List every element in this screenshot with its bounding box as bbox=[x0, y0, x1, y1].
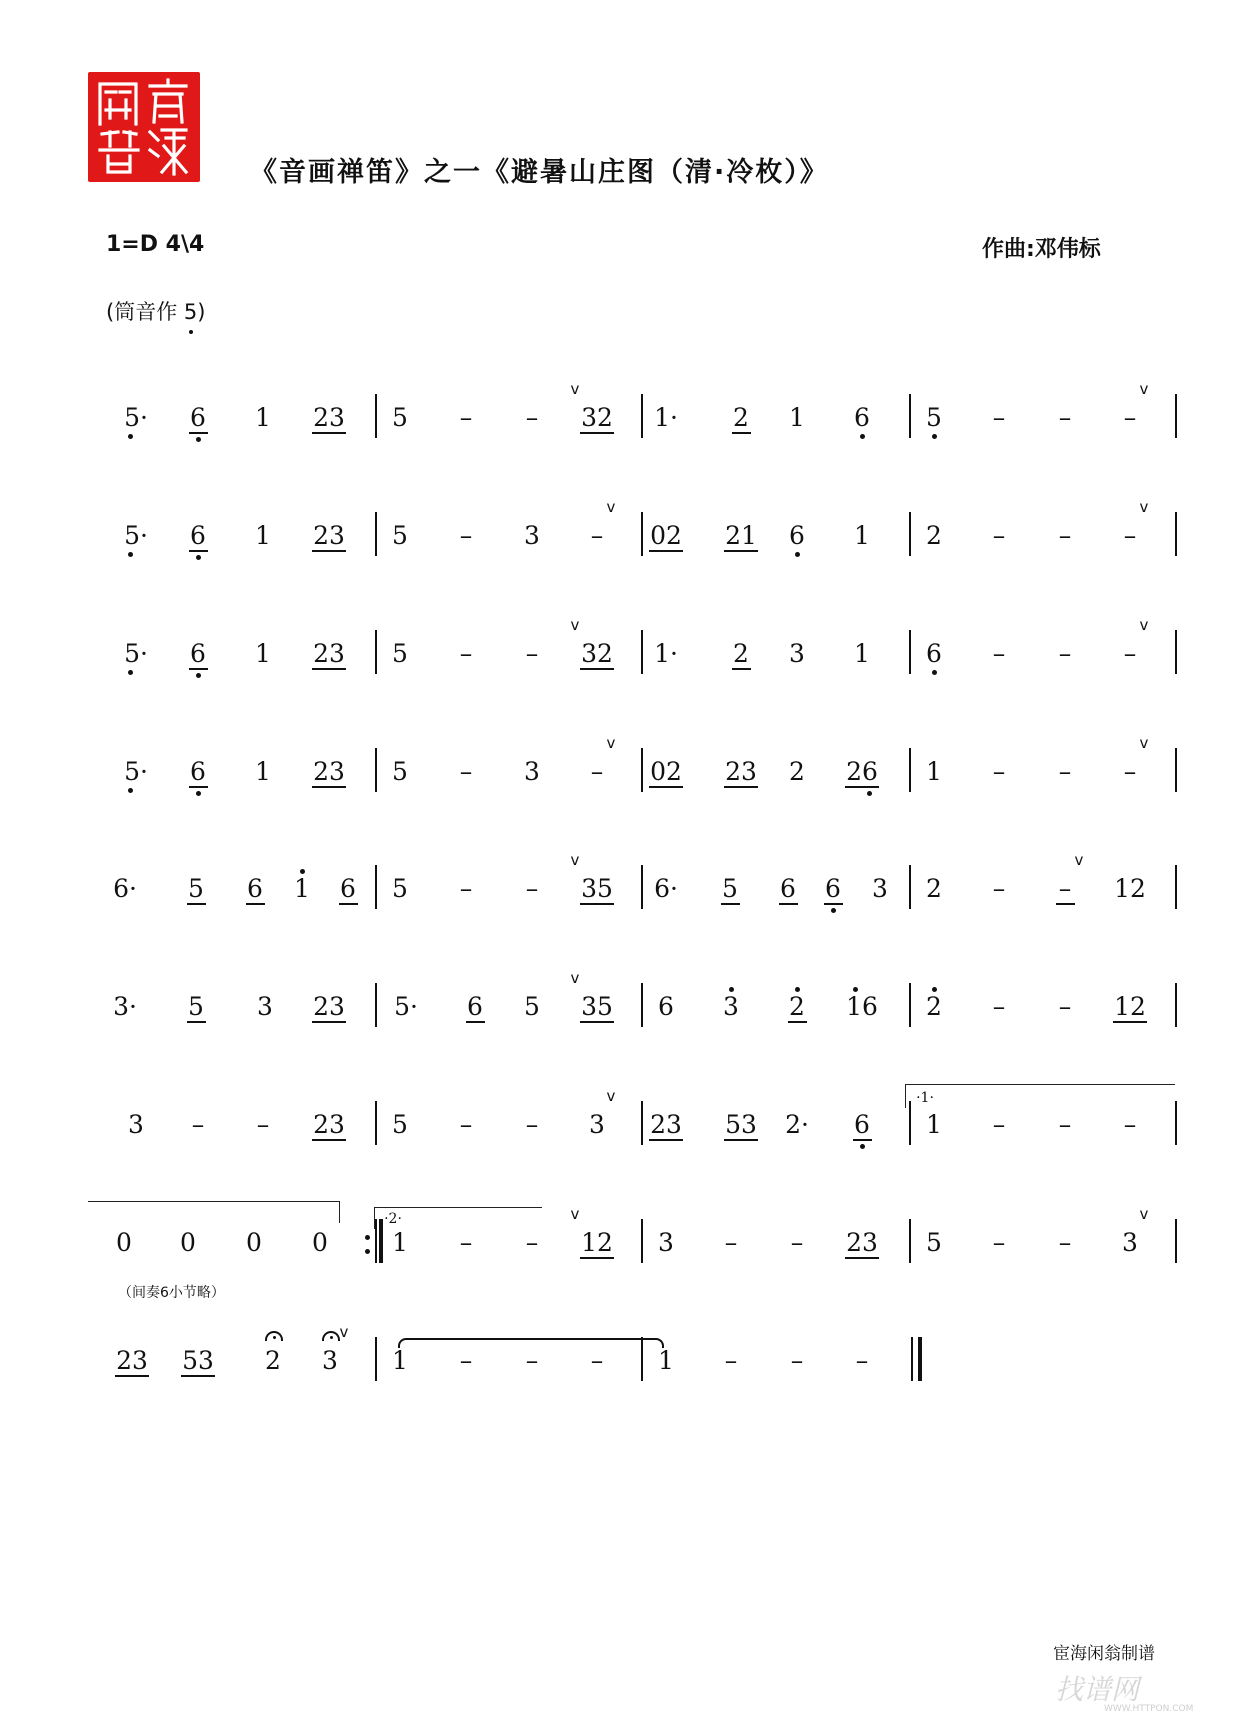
note-symbol: 3 bbox=[257, 992, 273, 1021]
bar-line bbox=[909, 748, 911, 792]
dash-symbol: – bbox=[525, 1110, 539, 1139]
note-symbol: 6· bbox=[113, 874, 137, 903]
dash-symbol: – bbox=[1058, 1228, 1072, 1257]
note-symbol: 1· bbox=[654, 639, 678, 668]
note-symbol: 53 bbox=[725, 1110, 757, 1139]
bar-line bbox=[909, 1101, 911, 1145]
beam-underline bbox=[466, 1021, 485, 1023]
note-symbol: 2 bbox=[926, 874, 942, 903]
note-symbol: 23 bbox=[313, 521, 345, 550]
note-symbol: 5· bbox=[124, 403, 148, 432]
high-octave-dot bbox=[853, 987, 858, 992]
note-symbol: 6 bbox=[190, 757, 206, 786]
beam-underline bbox=[788, 1021, 807, 1023]
note-symbol: 5 bbox=[188, 874, 204, 903]
dash-symbol: – bbox=[459, 403, 473, 432]
beam-underline bbox=[181, 1375, 215, 1377]
note-symbol: 21 bbox=[725, 521, 757, 550]
fingering-note-digit: 5 bbox=[183, 300, 198, 324]
note-symbol: 23 bbox=[313, 757, 345, 786]
dash-symbol: – bbox=[1058, 874, 1072, 903]
beam-underline bbox=[312, 432, 346, 434]
bar-line bbox=[375, 394, 377, 438]
note-symbol: 1 bbox=[255, 639, 271, 668]
note-symbol: 6 bbox=[780, 874, 796, 903]
note-symbol: 2 bbox=[733, 639, 749, 668]
bar-line bbox=[641, 1219, 643, 1263]
breath-mark: v bbox=[339, 1323, 349, 1341]
watermark-url: WWW.HTTPON.COM bbox=[1104, 1704, 1194, 1714]
dash-symbol: – bbox=[1058, 1110, 1072, 1139]
bar-line bbox=[909, 630, 911, 674]
volta1-bracket-left bbox=[905, 1084, 906, 1108]
bar-line bbox=[909, 1219, 911, 1263]
dash-symbol: – bbox=[1058, 757, 1072, 786]
page-title: 《音画禅笛》之一《避暑山庄图（清·冷枚）》 bbox=[250, 157, 829, 188]
note-symbol: 6 bbox=[825, 874, 841, 903]
note-symbol: 5 bbox=[188, 992, 204, 1021]
dash-symbol: – bbox=[1058, 403, 1072, 432]
bar-line bbox=[641, 748, 643, 792]
bar-line bbox=[641, 394, 643, 438]
note-symbol: 6 bbox=[926, 639, 942, 668]
volta1-bracket-end bbox=[339, 1201, 340, 1223]
note-symbol: 12 bbox=[581, 1228, 613, 1257]
watermark-logo: 找谱网 bbox=[1055, 1673, 1140, 1706]
beam-underline bbox=[649, 786, 683, 788]
note-symbol: 02 bbox=[650, 757, 682, 786]
note-symbol: 6· bbox=[654, 874, 678, 903]
dash-symbol: – bbox=[1123, 1110, 1137, 1139]
repeat-bar-thick bbox=[379, 1219, 383, 1263]
note-symbol: 1 bbox=[392, 1228, 408, 1257]
note-symbol: 23 bbox=[313, 1110, 345, 1139]
low-octave-dot bbox=[128, 788, 133, 793]
dash-symbol: – bbox=[1123, 521, 1137, 550]
dash-symbol: – bbox=[459, 1110, 473, 1139]
breath-mark: v bbox=[606, 498, 616, 516]
note-symbol: 35 bbox=[581, 992, 613, 1021]
note-symbol: 23 bbox=[313, 639, 345, 668]
beam-underline bbox=[580, 1021, 614, 1023]
bar-line bbox=[909, 865, 911, 909]
beam-underline bbox=[189, 668, 208, 670]
note-symbol: 23 bbox=[313, 992, 345, 1021]
low-octave-dot bbox=[196, 437, 201, 442]
breath-mark: v bbox=[570, 616, 580, 634]
note-symbol: 5· bbox=[124, 521, 148, 550]
bar-line bbox=[1175, 748, 1177, 792]
breath-mark: v bbox=[1139, 616, 1149, 634]
note-symbol: 6 bbox=[190, 403, 206, 432]
note-symbol: 2 bbox=[265, 1346, 281, 1375]
bar-line bbox=[909, 983, 911, 1027]
low-octave-dot bbox=[795, 552, 800, 557]
high-octave-dot bbox=[729, 987, 734, 992]
dash-symbol: – bbox=[459, 639, 473, 668]
beam-underline bbox=[312, 1021, 346, 1023]
note-symbol: 5· bbox=[394, 992, 418, 1021]
dash-symbol: – bbox=[855, 1346, 869, 1375]
note-symbol: 6 bbox=[340, 874, 356, 903]
low-octave-dot bbox=[860, 1144, 865, 1149]
bar-line bbox=[375, 865, 377, 909]
bar-line bbox=[1175, 1101, 1177, 1145]
breath-mark: v bbox=[606, 734, 616, 752]
beam-underline bbox=[312, 550, 346, 552]
fingering-note-after: ) bbox=[197, 300, 206, 324]
low-octave-dot bbox=[831, 908, 836, 913]
dash-symbol: – bbox=[1123, 403, 1137, 432]
dash-symbol: – bbox=[724, 1346, 738, 1375]
bar-line bbox=[641, 1101, 643, 1145]
dash-symbol: – bbox=[1058, 639, 1072, 668]
volta1-label: ·1· bbox=[916, 1090, 934, 1106]
note-symbol: 0 bbox=[312, 1228, 328, 1257]
beam-underline bbox=[187, 903, 206, 905]
note-symbol: 5 bbox=[392, 874, 408, 903]
beam-underline bbox=[246, 903, 265, 905]
low-octave-dot bbox=[128, 552, 133, 557]
beam-underline bbox=[580, 668, 614, 670]
dash-symbol: – bbox=[191, 1110, 205, 1139]
note-symbol: 3 bbox=[658, 1228, 674, 1257]
beam-underline bbox=[779, 903, 798, 905]
note-symbol: 1 bbox=[255, 757, 271, 786]
fermata-mark bbox=[265, 1331, 283, 1341]
note-symbol: 5 bbox=[392, 757, 408, 786]
note-symbol: 2 bbox=[926, 521, 942, 550]
breath-mark: v bbox=[1139, 498, 1149, 516]
note-symbol: 26 bbox=[846, 757, 878, 786]
note-symbol: 2· bbox=[785, 1110, 809, 1139]
breath-mark: v bbox=[570, 380, 580, 398]
beam-underline bbox=[649, 550, 683, 552]
dash-symbol: – bbox=[590, 757, 604, 786]
beam-underline bbox=[845, 786, 879, 788]
dash-symbol: – bbox=[459, 874, 473, 903]
beam-underline bbox=[724, 550, 758, 552]
beam-underline bbox=[580, 432, 614, 434]
high-octave-dot bbox=[300, 869, 305, 874]
note-symbol: 3 bbox=[524, 521, 540, 550]
beam-underline bbox=[732, 432, 751, 434]
low-octave-dot bbox=[196, 555, 201, 560]
note-symbol: 1 bbox=[854, 639, 870, 668]
note-symbol: 12 bbox=[1114, 874, 1146, 903]
dash-symbol: – bbox=[1058, 992, 1072, 1021]
high-octave-dot bbox=[795, 987, 800, 992]
repeat-dot bbox=[365, 1249, 370, 1254]
beam-underline bbox=[732, 668, 751, 670]
note-symbol: 5· bbox=[124, 757, 148, 786]
bar-line bbox=[1175, 983, 1177, 1027]
beam-underline bbox=[1056, 903, 1075, 905]
note-symbol: 12 bbox=[1114, 992, 1146, 1021]
beam-underline bbox=[339, 903, 358, 905]
dash-symbol: – bbox=[459, 1228, 473, 1257]
bar-line bbox=[1175, 1219, 1177, 1263]
note-symbol: 2 bbox=[789, 757, 805, 786]
note-symbol: 5 bbox=[926, 1228, 942, 1257]
note-symbol: 5 bbox=[392, 1110, 408, 1139]
bar-line bbox=[641, 512, 643, 556]
breath-mark: v bbox=[1139, 734, 1149, 752]
bar-line bbox=[375, 1101, 377, 1145]
dash-symbol: – bbox=[724, 1228, 738, 1257]
dash-symbol: – bbox=[790, 1346, 804, 1375]
note-symbol: 2 bbox=[926, 992, 942, 1021]
volta2-label: ·2· bbox=[384, 1211, 402, 1227]
dash-symbol: – bbox=[256, 1110, 270, 1139]
beam-underline bbox=[312, 1139, 346, 1141]
beam-underline bbox=[312, 786, 346, 788]
note-symbol: 1 bbox=[658, 1346, 674, 1375]
beam-underline bbox=[189, 550, 208, 552]
transcriber-credit: 宦海闲翁制谱 bbox=[1053, 1644, 1155, 1664]
bar-line bbox=[375, 1219, 377, 1263]
note-symbol: 3 bbox=[524, 757, 540, 786]
dash-symbol: – bbox=[992, 874, 1006, 903]
note-symbol: 23 bbox=[846, 1228, 878, 1257]
note-symbol: 3 bbox=[789, 639, 805, 668]
note-symbol: 5 bbox=[722, 874, 738, 903]
note-symbol: 6 bbox=[247, 874, 263, 903]
note-symbol: 1 bbox=[255, 521, 271, 550]
dash-symbol: – bbox=[992, 1110, 1006, 1139]
volta1-bracket-top bbox=[905, 1084, 1175, 1085]
beam-underline bbox=[649, 1139, 683, 1141]
note-symbol: 3 bbox=[589, 1110, 605, 1139]
breath-mark: v bbox=[1139, 380, 1149, 398]
beam-underline bbox=[189, 786, 208, 788]
dash-symbol: – bbox=[790, 1228, 804, 1257]
note-symbol: 0 bbox=[246, 1228, 262, 1257]
key-signature: 1=D 4\4 bbox=[106, 232, 205, 257]
repeat-dot bbox=[365, 1235, 370, 1240]
dash-symbol: – bbox=[992, 403, 1006, 432]
beam-underline bbox=[845, 1257, 879, 1259]
low-octave-dot bbox=[860, 434, 865, 439]
note-symbol: 35 bbox=[581, 874, 613, 903]
beam-underline bbox=[724, 786, 758, 788]
bar-line bbox=[375, 1337, 377, 1381]
note-symbol: 3 bbox=[322, 1346, 338, 1375]
high-octave-dot bbox=[932, 987, 937, 992]
note-symbol: 32 bbox=[581, 403, 613, 432]
low-octave-dot bbox=[867, 791, 872, 796]
beam-underline bbox=[853, 1139, 872, 1141]
note-symbol: 3 bbox=[1122, 1228, 1138, 1257]
low-octave-dot bbox=[932, 670, 937, 675]
bar-line bbox=[641, 630, 643, 674]
note-symbol: 6 bbox=[658, 992, 674, 1021]
breath-mark: v bbox=[1139, 1205, 1149, 1223]
note-symbol: 1· bbox=[654, 403, 678, 432]
bar-line bbox=[375, 983, 377, 1027]
note-symbol: 5 bbox=[392, 521, 408, 550]
note-symbol: 3 bbox=[872, 874, 888, 903]
interlude-note: （间奏6小节略） bbox=[118, 1285, 225, 1301]
beam-underline bbox=[724, 1139, 758, 1141]
tie-arc bbox=[398, 1338, 664, 1348]
note-symbol: 5 bbox=[926, 403, 942, 432]
bar-line bbox=[1175, 630, 1177, 674]
dash-symbol: – bbox=[525, 639, 539, 668]
note-symbol: 6 bbox=[190, 639, 206, 668]
low-octave-dot bbox=[196, 791, 201, 796]
breath-mark: v bbox=[570, 851, 580, 869]
note-symbol: 6 bbox=[467, 992, 483, 1021]
note-symbol: 23 bbox=[313, 403, 345, 432]
dash-symbol: – bbox=[459, 521, 473, 550]
beam-underline bbox=[187, 1021, 206, 1023]
low-octave-dot bbox=[196, 673, 201, 678]
note-symbol: 6 bbox=[854, 403, 870, 432]
dash-symbol: – bbox=[525, 1228, 539, 1257]
low-octave-dot bbox=[128, 434, 133, 439]
dash-symbol: – bbox=[525, 1346, 539, 1375]
beam-underline bbox=[1113, 1021, 1147, 1023]
note-symbol: 5 bbox=[392, 639, 408, 668]
breath-mark: v bbox=[1074, 851, 1084, 869]
dash-symbol: – bbox=[459, 757, 473, 786]
note-symbol: 1 bbox=[926, 757, 942, 786]
note-symbol: 1 bbox=[294, 874, 310, 903]
bar-line bbox=[375, 630, 377, 674]
note-symbol: 5 bbox=[392, 403, 408, 432]
note-symbol: 6 bbox=[854, 1110, 870, 1139]
note-symbol: 6 bbox=[789, 521, 805, 550]
beam-underline bbox=[721, 903, 740, 905]
breath-mark: v bbox=[570, 969, 580, 987]
bar-line bbox=[375, 748, 377, 792]
fingering-note-before: (筒音作 bbox=[106, 300, 178, 324]
note-symbol: 32 bbox=[581, 639, 613, 668]
bar-line bbox=[641, 865, 643, 909]
note-symbol: 1 bbox=[392, 1346, 408, 1375]
note-symbol: 53 bbox=[182, 1346, 214, 1375]
bar-line bbox=[909, 512, 911, 556]
note-symbol: 3 bbox=[723, 992, 739, 1021]
low-octave-dot bbox=[932, 434, 937, 439]
bar-line bbox=[375, 512, 377, 556]
note-symbol: 1 bbox=[255, 403, 271, 432]
bar-line bbox=[1175, 394, 1177, 438]
note-symbol: 23 bbox=[650, 1110, 682, 1139]
note-symbol: 23 bbox=[725, 757, 757, 786]
beam-underline bbox=[189, 432, 208, 434]
dash-symbol: – bbox=[525, 874, 539, 903]
note-symbol: 3 bbox=[128, 1110, 144, 1139]
breath-mark: v bbox=[606, 1087, 616, 1105]
volta1-bracket-continued bbox=[88, 1201, 340, 1202]
dash-symbol: – bbox=[992, 1228, 1006, 1257]
note-symbol: 1 bbox=[854, 521, 870, 550]
volta2-bracket-left bbox=[374, 1207, 375, 1229]
dash-symbol: – bbox=[1058, 521, 1072, 550]
bar-line bbox=[1175, 512, 1177, 556]
composer-credit: 作曲:邓伟标 bbox=[982, 237, 1101, 262]
note-symbol: 02 bbox=[650, 521, 682, 550]
breath-mark: v bbox=[570, 1205, 580, 1223]
beam-underline bbox=[580, 1257, 614, 1259]
note-symbol: 0 bbox=[180, 1228, 196, 1257]
dash-symbol: – bbox=[992, 639, 1006, 668]
note-symbol: 23 bbox=[116, 1346, 148, 1375]
volta2-bracket-top bbox=[374, 1207, 542, 1208]
dash-symbol: – bbox=[590, 1346, 604, 1375]
beam-underline bbox=[312, 668, 346, 670]
dash-symbol: – bbox=[992, 757, 1006, 786]
bar-line bbox=[911, 1337, 913, 1381]
note-symbol: 5· bbox=[124, 639, 148, 668]
bar-line bbox=[1175, 865, 1177, 909]
dash-symbol: – bbox=[992, 992, 1006, 1021]
bar-line bbox=[641, 983, 643, 1027]
dash-symbol: – bbox=[1123, 757, 1137, 786]
note-symbol: 2 bbox=[733, 403, 749, 432]
beam-underline bbox=[580, 903, 614, 905]
beam-underline bbox=[824, 903, 843, 905]
beam-underline bbox=[115, 1375, 149, 1377]
fermata-mark bbox=[322, 1331, 340, 1341]
note-symbol: 1 bbox=[789, 403, 805, 432]
dash-symbol: – bbox=[992, 521, 1006, 550]
low-octave-dot bbox=[128, 670, 133, 675]
final-bar-line bbox=[918, 1337, 922, 1381]
bar-line bbox=[909, 394, 911, 438]
dash-symbol: – bbox=[525, 403, 539, 432]
dash-symbol: – bbox=[459, 1346, 473, 1375]
dash-symbol: – bbox=[1123, 639, 1137, 668]
note-symbol: 1 bbox=[926, 1110, 942, 1139]
note-symbol: 3· bbox=[113, 992, 137, 1021]
note-symbol: 6 bbox=[190, 521, 206, 550]
dash-symbol: – bbox=[590, 521, 604, 550]
note-symbol: 2 bbox=[789, 992, 805, 1021]
note-symbol: 5 bbox=[524, 992, 540, 1021]
note-symbol: 0 bbox=[116, 1228, 132, 1257]
note-symbol: 16 bbox=[846, 992, 878, 1021]
